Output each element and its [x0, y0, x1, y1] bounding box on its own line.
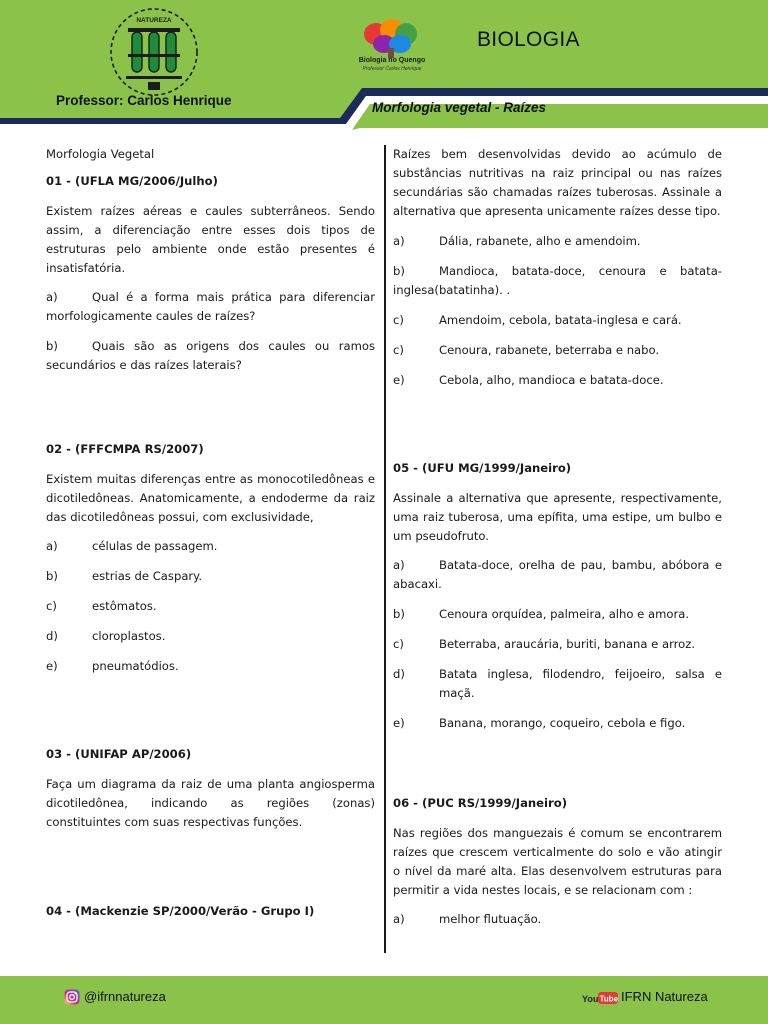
- subject-title: BIOLOGIA: [477, 28, 580, 51]
- option-text: Beterraba, araucária, buriti, banana e arroz.: [439, 637, 696, 651]
- option-letter: e): [393, 716, 405, 730]
- column-divider: [384, 145, 386, 953]
- question-2-option-c: [46, 597, 375, 616]
- question-2-option-b: [46, 567, 375, 586]
- question-2-text: Existem muitas diferenças entre as monocotiledôneas e dicotiledôneas. Anatomicamente, a endoderme da raiz das dicotiledôneas possui, com exclusividade,: [46, 472, 375, 524]
- instagram-icon[interactable]: [64, 989, 80, 1005]
- question-4-option-e: [393, 371, 722, 390]
- option-letter: e): [393, 373, 405, 387]
- option-letter: b): [393, 607, 405, 621]
- topic-title: Morfologia vegetal - Raízes: [372, 100, 547, 115]
- question-3-text: Faça um diagrama da raiz de uma planta angiosperma dicotiledônea, indicando as regiões (zonas) constituintes com suas respectivas funções.: [46, 777, 375, 829]
- option-text: Cebola, alho, mandioca e batata-doce.: [439, 373, 664, 387]
- professor-name: Professor: Carlos Henrique: [56, 93, 232, 108]
- question-6-text: Nas regiões dos manguezais é comum se encontrarem raízes que crescem verticalmente do solo e vão atingir o nível da maré alta. Elas desenvolvem estruturas para permitir a vida nestes locais, e se relacionam com :: [393, 826, 722, 897]
- question-1-item-a: [46, 288, 375, 326]
- item-letter: b): [46, 339, 58, 353]
- option-text: cloroplastos.: [92, 629, 166, 643]
- right-column: [393, 145, 722, 940]
- page-header: [0, 0, 768, 140]
- svg-text:You: You: [582, 994, 599, 1004]
- youtube-icon[interactable]: [582, 991, 618, 1005]
- question-1-heading: 01 - (UFLA MG/2006/Julho): [46, 174, 218, 188]
- option-letter: e): [46, 659, 58, 673]
- item-text: Quais são as origens dos caules ou ramos secundários e das raízes laterais?: [46, 339, 375, 372]
- question-4-heading: 04 - (Mackenzie SP/2000/Verão - Grupo I): [46, 904, 315, 918]
- question-2-option-a: [46, 537, 375, 556]
- option-letter: a): [46, 539, 58, 553]
- option-text: Cenoura, rabanete, beterraba e nabo.: [439, 343, 660, 357]
- question-1-text: Existem raízes aéreas e caules subterrâneos. Sendo assim, a diferenciação entre esses dois tipos de estruturas pelo ambiente onde estão presentes é insatisfatória.: [46, 204, 375, 275]
- question-5-option-b: [393, 605, 722, 624]
- option-letter: a): [393, 912, 405, 926]
- option-text: pneumatódios.: [92, 659, 179, 673]
- question-4-option-c: [393, 311, 722, 330]
- option-text: estrias de Caspary.: [92, 569, 203, 583]
- option-text: Dália, rabanete, alho e amendoim.: [439, 234, 641, 248]
- question-4-option-b: [393, 262, 722, 300]
- option-letter: a): [393, 558, 405, 572]
- option-text: Batata-doce, orelha de pau, bambu, abóbora e abacaxi.: [393, 558, 722, 591]
- item-letter: a): [46, 290, 58, 304]
- question-5-option-d: [393, 665, 722, 703]
- option-letter: c): [393, 637, 404, 651]
- question-3-heading: 03 - (UNIFAP AP/2006): [46, 747, 192, 761]
- question-2-option-d: [46, 627, 375, 646]
- option-letter: d): [393, 667, 405, 681]
- option-letter: c): [393, 343, 404, 357]
- instagram-handle[interactable]: @ifrnnatureza: [84, 989, 166, 1004]
- question-6-option-a: [393, 910, 722, 929]
- option-text: estômatos.: [92, 599, 157, 613]
- option-text: Batata inglesa, filodendro, feijoeiro, salsa e maçã.: [439, 667, 722, 700]
- section-intro: Morfologia Vegetal: [46, 147, 155, 161]
- question-2-option-e: [46, 657, 375, 676]
- svg-text:Tube: Tube: [599, 994, 618, 1004]
- option-text: Banana, morango, coqueiro, cebola e figo.: [439, 716, 686, 730]
- question-5-option-c: [393, 635, 722, 654]
- question-5-text: Assinale a alternativa que apresente, respectivamente, uma raiz tuberosa, uma epífita, uma estipe, um bulbo e um pseudofruto.: [393, 491, 722, 543]
- question-4-option-c2: [393, 341, 722, 360]
- youtube-channel[interactable]: IFRN Natureza: [621, 989, 708, 1004]
- option-text: Cenoura orquídea, palmeira, alho e amora.: [439, 607, 690, 621]
- option-text: Amendoim, cebola, batata-inglesa e cará.: [439, 313, 682, 327]
- question-4-option-a: [393, 232, 722, 251]
- option-letter: c): [46, 599, 57, 613]
- option-letter: b): [393, 264, 405, 278]
- question-5-heading: 05 - (UFU MG/1999/Janeiro): [393, 461, 572, 475]
- logo-center-subtitle: Professor Carlos Henrique: [362, 66, 422, 72]
- question-5-option-e: [393, 714, 722, 733]
- option-text: células de passagem.: [92, 539, 218, 553]
- page-footer: [0, 976, 768, 1024]
- question-2-heading: 02 - (FFFCMPA RS/2007): [46, 442, 204, 456]
- option-letter: d): [46, 629, 58, 643]
- option-letter: c): [393, 313, 404, 327]
- natureza-logo: [108, 6, 200, 98]
- question-4-text: Raízes bem desenvolvidas devido ao acúmulo de substâncias nutritivas na raiz principal ou nas raízes secundárias são chamadas raízes tuberosas. Assinale a alternativa que apresenta unicamente raízes desse tipo.: [393, 147, 722, 218]
- option-text: Mandioca, batata-doce, cenoura e batata-inglesa(batatinha). .: [393, 264, 722, 297]
- option-letter: a): [393, 234, 405, 248]
- option-letter: b): [46, 569, 58, 583]
- option-text: melhor flutuação.: [439, 912, 542, 926]
- logo-center-title: Biologia no Quengo: [358, 57, 426, 64]
- left-column: [46, 145, 375, 932]
- question-1-item-b: [46, 337, 375, 375]
- question-6-heading: 06 - (PUC RS/1999/Janeiro): [393, 796, 567, 810]
- item-text: Qual é a forma mais prática para diferenciar morfologicamente caules de raízes?: [46, 290, 375, 323]
- natureza-logo-text: NATUREZA: [136, 17, 172, 24]
- question-5-option-a: [393, 556, 722, 594]
